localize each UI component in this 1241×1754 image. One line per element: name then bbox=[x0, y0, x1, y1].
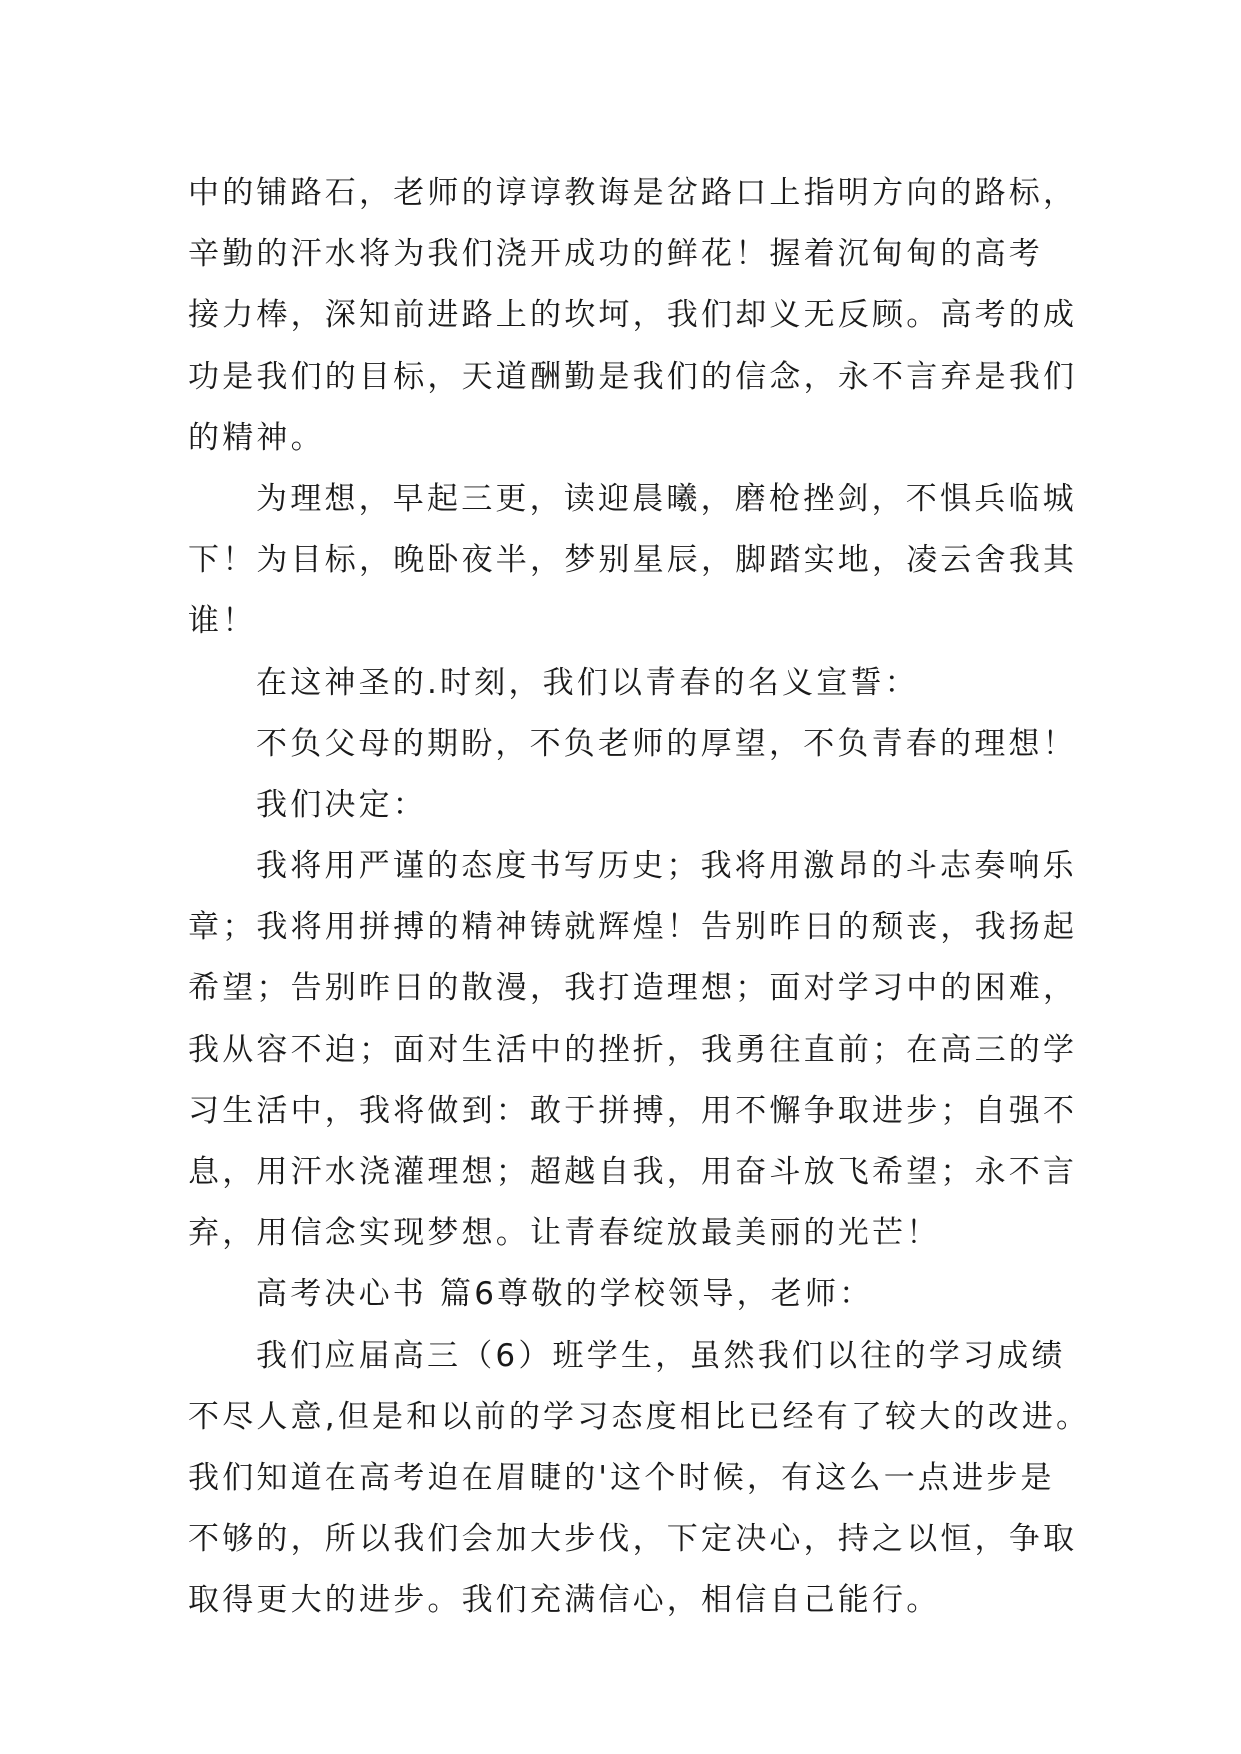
text-line: 高考决心书 篇6尊敬的学校领导，老师： bbox=[256, 1276, 874, 1313]
text-line: 我将用严谨的态度书写历史；我将用激昂的斗志奏响乐 bbox=[256, 848, 1077, 885]
text-line: 下！为目标，晚卧夜半，梦别星辰，脚踏实地，凌云舍我其 bbox=[188, 542, 1078, 579]
text-line: 习生活中，我将做到：敢于拼搏，用不懈争取进步；自强不 bbox=[188, 1092, 1078, 1129]
text-line: 接力棒，深知前进路上的坎坷，我们却义无反顾。高考的成 bbox=[188, 297, 1078, 334]
text-line: 功是我们的目标，天道酬勤是我们的信念，永不言弃是我们 bbox=[188, 358, 1078, 395]
text-line: 我们知道在高考迫在眉睫的'这个时候，有这么一点进步是 bbox=[188, 1459, 1055, 1496]
text-line: 章；我将用拼搏的精神铸就辉煌！告别昨日的颓丧，我扬起 bbox=[188, 909, 1078, 946]
text-line: 我从容不迫；面对生活中的挫折，我勇往直前；在高三的学 bbox=[188, 1031, 1078, 1068]
document-body bbox=[188, 163, 1091, 1632]
text-line: 不负父母的期盼，不负老师的厚望，不负青春的理想！ bbox=[256, 725, 1077, 762]
text-line: 不尽人意,但是和以前的学习态度相比已经有了较大的改进。 bbox=[188, 1398, 1091, 1435]
text-line: 在这神圣的.时刻，我们以青春的名义宣誓： bbox=[256, 664, 919, 701]
text-line: 弃，用信念实现梦想。让青春绽放最美丽的光芒！ bbox=[188, 1215, 941, 1252]
text-line: 辛勤的汗水将为我们浇开成功的鲜花！握着沉甸甸的高考 bbox=[188, 236, 1043, 273]
text-line: 息，用汗水浇灌理想；超越自我，用奋斗放飞希望；永不言 bbox=[188, 1154, 1078, 1190]
text-line: 谁！ bbox=[188, 603, 257, 640]
text-line: 取得更大的进步。我们充满信心，相信自己能行。 bbox=[188, 1582, 941, 1619]
text-line: 我们应届高三（6）班学生，虽然我们以往的学习成绩 bbox=[256, 1337, 1066, 1374]
text-line: 希望；告别昨日的散漫，我打造理想；面对学习中的困难， bbox=[188, 970, 1078, 1007]
text-line: 中的铺路石，老师的谆谆教诲是岔路口上指明方向的路标， bbox=[188, 175, 1078, 211]
text-line: 为理想，早起三更，读迎晨曦，磨枪挫剑，不惧兵临城 bbox=[256, 480, 1077, 517]
text-line: 我们决定： bbox=[256, 786, 427, 823]
text-line: 不够的，所以我们会加大步伐，下定决心，持之以恒，争取 bbox=[188, 1521, 1078, 1558]
text-line: 的精神。 bbox=[188, 419, 325, 456]
